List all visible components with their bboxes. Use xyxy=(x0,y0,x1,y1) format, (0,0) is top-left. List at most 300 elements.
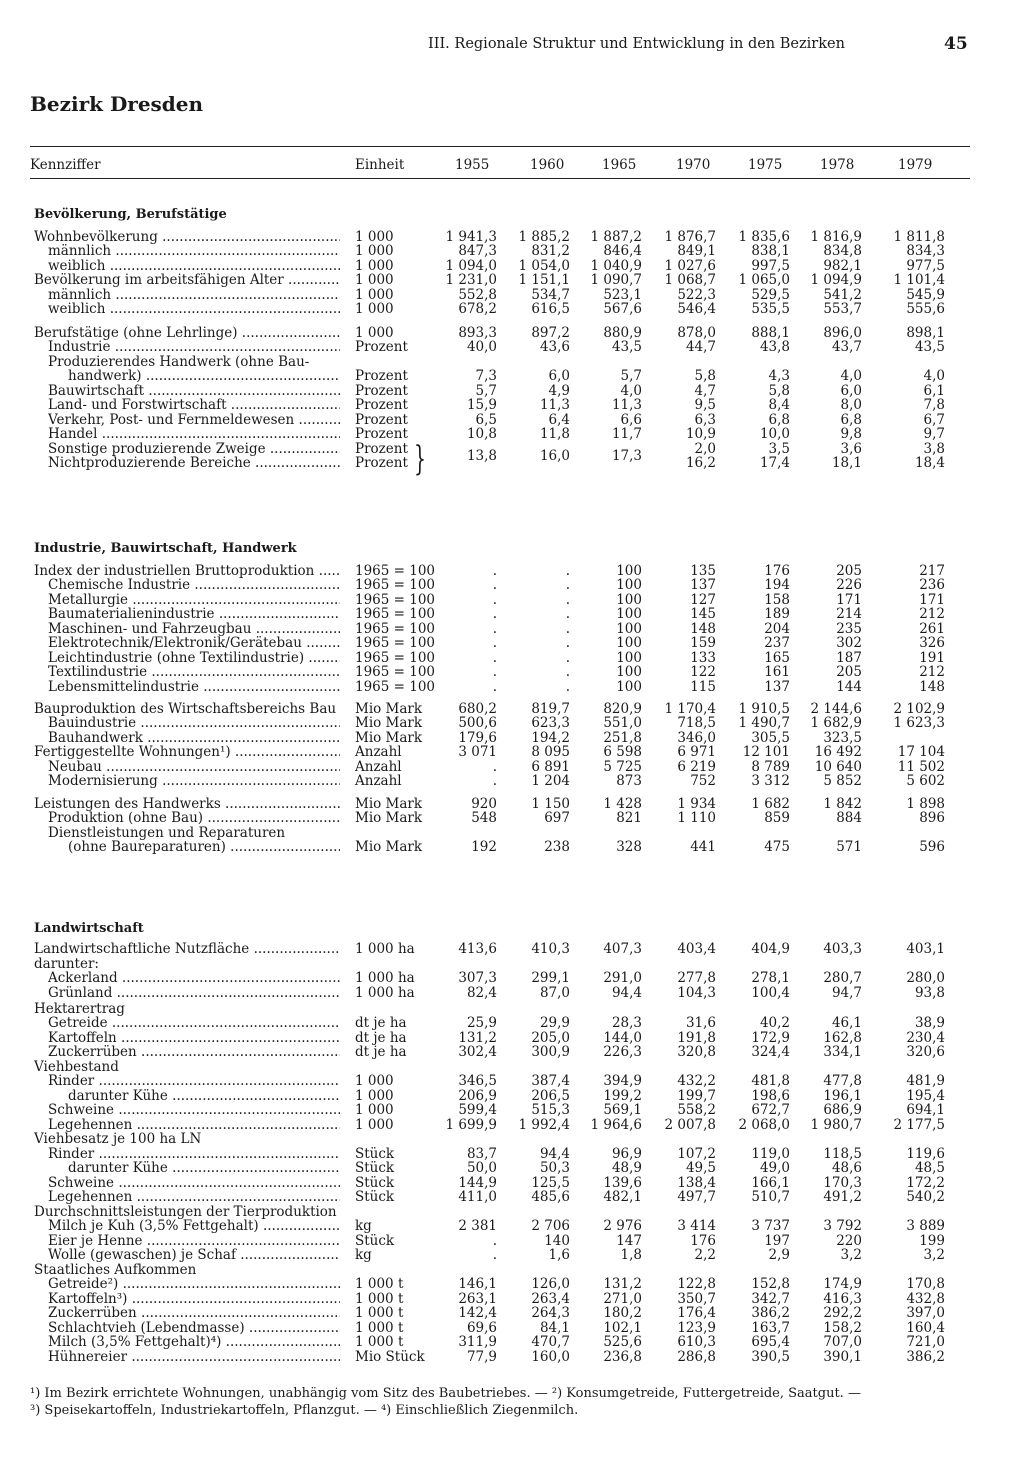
row-unit: 1 000 xyxy=(355,229,394,245)
cell-value: 893,3 xyxy=(458,325,497,341)
cell-value: . xyxy=(492,592,497,608)
cell-value: 2 007,8 xyxy=(664,1117,716,1133)
row-label: Index der industriellen Bruttoproduktion ..... xyxy=(34,564,340,579)
cell-value: 1 941,3 xyxy=(445,229,497,245)
cell-value: 849,1 xyxy=(677,243,716,259)
cell-value: 43,5 xyxy=(611,339,642,355)
table-row xyxy=(0,1277,1024,1292)
cell-value: 416,3 xyxy=(823,1291,862,1307)
row-label: Nichtproduzierende Bereiche ..... xyxy=(48,456,340,471)
cell-value: 6,6 xyxy=(620,412,642,428)
row-unit: 1 000 t xyxy=(355,1291,404,1307)
cell-value: 163,7 xyxy=(751,1320,790,1336)
cell-value: 307,3 xyxy=(458,970,497,986)
row-unit: Stück xyxy=(355,1146,395,1162)
cell-value: 280,0 xyxy=(906,970,945,986)
row-unit: kg xyxy=(355,1218,372,1234)
table-row xyxy=(0,1161,1024,1176)
table-row xyxy=(0,1016,1024,1031)
row-label: Baumaterialienindustrie ..... xyxy=(48,607,340,622)
row-label: Hektarertrag xyxy=(34,1002,125,1017)
column-header-unit: Einheit xyxy=(355,157,405,173)
cell-value: 920 xyxy=(471,796,497,812)
cell-value: 48,6 xyxy=(831,1160,862,1176)
table-row xyxy=(0,622,1024,637)
cell-value: 100 xyxy=(616,563,642,579)
cell-value: 176 xyxy=(690,1233,716,1249)
row-label: darunter Kühe ..... xyxy=(68,1161,340,1176)
table-row xyxy=(0,745,1024,760)
cell-value: 131,2 xyxy=(603,1276,642,1292)
table-row xyxy=(0,665,1024,680)
cell-value: 6 219 xyxy=(677,759,716,775)
cell-value: 194 xyxy=(764,577,790,593)
cell-value: 7,8 xyxy=(923,397,945,413)
page-number: 45 xyxy=(944,34,968,54)
cell-value: 179,6 xyxy=(458,730,497,746)
row-label: Schlachtvieh (Lebendmasse) ..... xyxy=(48,1321,340,1336)
cell-value: 204 xyxy=(764,621,790,637)
cell-value: 194,2 xyxy=(531,730,570,746)
row-label: Metallurgie ..... xyxy=(48,593,340,608)
cell-value: 346,5 xyxy=(458,1073,497,1089)
cell-value: 819,7 xyxy=(531,701,570,717)
cell-value: 11,3 xyxy=(539,397,570,413)
cell-value: 118,5 xyxy=(823,1146,862,1162)
cell-value: 170,3 xyxy=(823,1175,862,1191)
cell-value: 394,9 xyxy=(603,1073,642,1089)
cell-value: 3 312 xyxy=(751,773,790,789)
row-label: Legehennen ..... xyxy=(48,1190,340,1205)
row-label: Chemische Industrie ..... xyxy=(48,578,340,593)
cell-value: 3,2 xyxy=(840,1247,862,1263)
cell-value: 386,2 xyxy=(751,1305,790,1321)
column-header-year: 1970 xyxy=(676,157,711,173)
cell-value: 2,0 xyxy=(694,441,716,457)
cell-value: 432,8 xyxy=(906,1291,945,1307)
table-row xyxy=(0,957,1024,972)
cell-value: 25,9 xyxy=(466,1015,497,1031)
cell-value: 302,4 xyxy=(458,1044,497,1060)
cell-value: . xyxy=(565,577,570,593)
cell-value: 144,9 xyxy=(458,1175,497,1191)
cell-value: 83,7 xyxy=(466,1146,497,1162)
cell-value: 3,8 xyxy=(923,441,945,457)
table-row xyxy=(0,1321,1024,1336)
cell-value: . xyxy=(492,773,497,789)
cell-value: 263,1 xyxy=(458,1291,497,1307)
cell-value: 397,0 xyxy=(906,1305,945,1321)
cell-value: 48,9 xyxy=(611,1160,642,1176)
cell-value: . xyxy=(565,679,570,695)
row-unit: 1 000 xyxy=(355,1117,394,1133)
table-row xyxy=(0,760,1024,775)
row-label: männlich ..... xyxy=(48,244,340,259)
cell-value: 214 xyxy=(836,606,862,622)
row-label: Wohnbevölkerung ..... xyxy=(34,230,340,245)
cell-value: 50,0 xyxy=(466,1160,497,1176)
row-label: Berufstätige (ohne Lehrlinge) ..... xyxy=(34,326,340,341)
row-label: Grünland ..... xyxy=(48,986,340,1001)
row-label: Elektrotechnik/Elektronik/Gerätebau ..... xyxy=(48,636,340,651)
cell-value: 7,3 xyxy=(475,368,497,384)
cell-value: 1 054,0 xyxy=(518,258,570,274)
cell-value: 236 xyxy=(919,577,945,593)
cell-value: 69,6 xyxy=(466,1320,497,1336)
cell-value: 569,1 xyxy=(603,1102,642,1118)
cell-value: 847,3 xyxy=(458,243,497,259)
cell-value: 1 934 xyxy=(677,796,716,812)
cell-value: 4,9 xyxy=(548,383,570,399)
cell-value: 263,4 xyxy=(531,1291,570,1307)
cell-value: 251,8 xyxy=(603,730,642,746)
cell-value: 172,9 xyxy=(751,1030,790,1046)
row-label: Dienstleistungen und Reparaturen xyxy=(48,826,286,841)
cell-value: 162,8 xyxy=(823,1030,862,1046)
cell-value: 859 xyxy=(764,810,790,826)
cell-value: 199 xyxy=(919,1233,945,1249)
row-unit: Mio Stück xyxy=(355,1349,425,1365)
cell-value: 390,1 xyxy=(823,1349,862,1365)
cell-value: 18,4 xyxy=(914,455,945,471)
row-label: Getreide²) ..... xyxy=(48,1277,340,1292)
cell-value: 535,5 xyxy=(751,301,790,317)
row-label: Handel ..... xyxy=(48,427,340,442)
cell-value: 10,0 xyxy=(759,426,790,442)
row-label: Zuckerrüben ..... xyxy=(48,1306,340,1321)
cell-value: 104,3 xyxy=(677,985,716,1001)
row-label: Kartoffeln ..... xyxy=(48,1031,340,1046)
cell-value: 491,2 xyxy=(823,1189,862,1205)
table-row xyxy=(0,1089,1024,1104)
cell-value: 158 xyxy=(764,592,790,608)
cell-value: 567,6 xyxy=(603,301,642,317)
cell-value: 548 xyxy=(471,810,497,826)
table-row xyxy=(0,384,1024,399)
cell-value: 680,2 xyxy=(458,701,497,717)
cell-value: 8,0 xyxy=(840,397,862,413)
cell-value: 1 699,9 xyxy=(445,1117,497,1133)
cell-value: 1 094,9 xyxy=(810,272,862,288)
cell-value: 896 xyxy=(919,810,945,826)
cell-value: 84,1 xyxy=(539,1320,570,1336)
cell-value: 4,3 xyxy=(768,368,790,384)
row-label: darunter Kühe ..... xyxy=(68,1089,340,1104)
table-row xyxy=(0,774,1024,789)
cell-value: 821 xyxy=(616,810,642,826)
cell-value: 897,2 xyxy=(531,325,570,341)
cell-value: 410,3 xyxy=(531,941,570,957)
cell-value: 558,2 xyxy=(677,1102,716,1118)
column-header-year: 1975 xyxy=(748,157,783,173)
cell-value: 694,1 xyxy=(906,1102,945,1118)
cell-value: 206,9 xyxy=(458,1088,497,1104)
cell-value: 342,7 xyxy=(751,1291,790,1307)
cell-value: 31,6 xyxy=(685,1015,716,1031)
row-unit: Prozent xyxy=(355,441,408,457)
cell-value: 198,6 xyxy=(751,1088,790,1104)
cell-value: 1 068,7 xyxy=(664,272,716,288)
cell-value: 403,3 xyxy=(823,941,862,957)
cell-value: 1 040,9 xyxy=(590,258,642,274)
row-label: Neubau ..... xyxy=(48,760,340,775)
cell-value: 100 xyxy=(616,577,642,593)
cell-value: 320,8 xyxy=(677,1044,716,1060)
row-label: Bauwirtschaft ..... xyxy=(48,384,340,399)
cell-value: 160,0 xyxy=(531,1349,570,1365)
table-row xyxy=(0,826,1024,841)
cell-value: 2 976 xyxy=(603,1218,642,1234)
section-title: Industrie, Bauwirtschaft, Handwerk xyxy=(34,541,297,556)
row-label: Land- und Forstwirtschaft ..... xyxy=(48,398,340,413)
cell-value: 17 104 xyxy=(897,744,945,760)
row-unit: Prozent xyxy=(355,339,408,355)
cell-value: 1 835,6 xyxy=(738,229,790,245)
cell-value: 2 144,6 xyxy=(810,701,862,717)
cell-value: 596 xyxy=(919,839,945,855)
row-unit: 1 000 t xyxy=(355,1276,404,1292)
cell-value: . xyxy=(492,577,497,593)
table-row xyxy=(0,636,1024,651)
table-row xyxy=(0,1074,1024,1089)
row-unit: Prozent xyxy=(355,368,408,384)
cell-value: 482,1 xyxy=(603,1189,642,1205)
cell-value: 48,5 xyxy=(914,1160,945,1176)
cell-value: 196,1 xyxy=(823,1088,862,1104)
cell-value: 11,8 xyxy=(539,426,570,442)
cell-value: 616,5 xyxy=(531,301,570,317)
cell-value: 10,8 xyxy=(466,426,497,442)
row-label: Sonstige produzierende Zweige ..... xyxy=(48,442,340,457)
row-label: Landwirtschaftliche Nutzfläche ..... xyxy=(34,942,340,957)
cell-value: 49,5 xyxy=(685,1160,716,1176)
row-unit: 1965 = 100 xyxy=(355,577,436,593)
cell-value: 610,3 xyxy=(677,1334,716,1350)
table-row xyxy=(0,811,1024,826)
row-unit: Prozent xyxy=(355,397,408,413)
cell-value: 145 xyxy=(690,606,716,622)
cell-value: 292,2 xyxy=(823,1305,862,1321)
cell-value: 17,4 xyxy=(759,455,790,471)
row-unit: Stück xyxy=(355,1160,395,1176)
cell-value: 220 xyxy=(836,1233,862,1249)
cell-value: 6,1 xyxy=(923,383,945,399)
cell-value: 888,1 xyxy=(751,325,790,341)
cell-value: 43,7 xyxy=(831,339,862,355)
cell-value: 4,0 xyxy=(840,368,862,384)
section-title: Bevölkerung, Berufstätige xyxy=(34,207,227,222)
row-label: Kartoffeln³) ..... xyxy=(48,1292,340,1307)
cell-value: . xyxy=(492,635,497,651)
cell-value: 176 xyxy=(764,563,790,579)
cell-value: 9,5 xyxy=(694,397,716,413)
cell-value: 5,8 xyxy=(694,368,716,384)
cell-value: 199,2 xyxy=(603,1088,642,1104)
table-row xyxy=(0,1292,1024,1307)
cell-value: 541,2 xyxy=(823,287,862,303)
cell-value: 697 xyxy=(544,810,570,826)
row-unit: Stück xyxy=(355,1233,395,1249)
row-label: Wolle (gewaschen) je Schaf ..... xyxy=(48,1248,340,1263)
cell-value: . xyxy=(565,606,570,622)
row-label: Textilindustrie ..... xyxy=(48,665,340,680)
cell-value: 127 xyxy=(690,592,716,608)
cell-value: 718,5 xyxy=(677,715,716,731)
cell-value: 135 xyxy=(690,563,716,579)
cell-value: 96,9 xyxy=(611,1146,642,1162)
table-row xyxy=(0,1176,1024,1191)
row-label: Bauindustrie ..... xyxy=(48,716,340,731)
row-label: weiblich ..... xyxy=(48,259,340,274)
cell-value: 144 xyxy=(836,679,862,695)
cell-value: 5,7 xyxy=(620,368,642,384)
cell-value: 8 095 xyxy=(531,744,570,760)
cell-value: 146,1 xyxy=(458,1276,497,1292)
cell-value: 540,2 xyxy=(906,1189,945,1205)
cell-value: 5,8 xyxy=(768,383,790,399)
cell-value: 510,7 xyxy=(751,1189,790,1205)
row-label: Modernisierung ..... xyxy=(48,774,340,789)
cell-value: 142,4 xyxy=(458,1305,497,1321)
row-label: Getreide ..... xyxy=(48,1016,340,1031)
cell-value: 87,0 xyxy=(539,985,570,1001)
row-label: darunter: xyxy=(34,957,99,972)
row-label: Staatliches Aufkommen xyxy=(34,1263,197,1278)
row-label: Zuckerrüben ..... xyxy=(48,1045,340,1060)
cell-value: 2,2 xyxy=(694,1247,716,1263)
cell-value: 235 xyxy=(836,621,862,637)
cell-value: 1 910,5 xyxy=(738,701,790,717)
cell-value: 834,8 xyxy=(823,243,862,259)
cell-value: 522,3 xyxy=(677,287,716,303)
cell-value: 159 xyxy=(690,635,716,651)
row-label: Rinder ..... xyxy=(48,1074,340,1089)
row-unit: 1 000 xyxy=(355,325,394,341)
cell-value: 752 xyxy=(690,773,716,789)
cell-value: 43,8 xyxy=(759,339,790,355)
row-label: Eier je Henne ..... xyxy=(48,1234,340,1249)
column-header-year: 1955 xyxy=(455,157,490,173)
row-label: Fertiggestellte Wohnungen¹) ..... xyxy=(34,745,340,760)
cell-value: 277,8 xyxy=(677,970,716,986)
row-unit: kg xyxy=(355,1247,372,1263)
cell-value: 212 xyxy=(919,606,945,622)
cell-value: 3 792 xyxy=(823,1218,862,1234)
row-unit: Mio Mark xyxy=(355,796,423,812)
cell-value: 1,8 xyxy=(620,1247,642,1263)
table-row xyxy=(0,607,1024,622)
cell-value: 5 852 xyxy=(823,773,862,789)
table-row xyxy=(0,398,1024,413)
table-row xyxy=(0,1248,1024,1263)
table-row xyxy=(0,288,1024,303)
cell-value: 1 428 xyxy=(603,796,642,812)
cell-value: 300,9 xyxy=(531,1044,570,1060)
row-label: handwerk) ..... xyxy=(68,369,340,384)
cell-value: 140 xyxy=(544,1233,570,1249)
table-row xyxy=(0,1335,1024,1350)
cell-value: 170,8 xyxy=(906,1276,945,1292)
cell-value: 838,1 xyxy=(751,243,790,259)
cell-value: 3 414 xyxy=(677,1218,716,1234)
cell-value: 6 598 xyxy=(603,744,642,760)
cell-value: 38,9 xyxy=(914,1015,945,1031)
cell-value: 404,9 xyxy=(751,941,790,957)
cell-value: 320,6 xyxy=(906,1044,945,1060)
cell-value: 123,9 xyxy=(677,1320,716,1336)
cell-value: 2 102,9 xyxy=(893,701,945,717)
cell-value: 2 706 xyxy=(531,1218,570,1234)
table-row xyxy=(0,1002,1024,1017)
row-unit: Prozent xyxy=(355,383,408,399)
row-unit: Prozent xyxy=(355,455,408,471)
cell-value: 1 090,7 xyxy=(590,272,642,288)
cell-value: 131,2 xyxy=(458,1030,497,1046)
cell-value: 100,4 xyxy=(751,985,790,1001)
cell-value: 3 071 xyxy=(458,744,497,760)
cell-value: 100 xyxy=(616,606,642,622)
cell-value: 350,7 xyxy=(677,1291,716,1307)
cell-value: 475 xyxy=(764,839,790,855)
row-unit: 1 000 xyxy=(355,272,394,288)
row-label: Industrie ..... xyxy=(48,340,340,355)
row-label: Viehbesatz je 100 ha LN xyxy=(34,1132,202,1147)
cell-value: 1 101,4 xyxy=(893,272,945,288)
cell-value: 387,4 xyxy=(531,1073,570,1089)
table-row xyxy=(0,1190,1024,1205)
row-label: Legehennen ..... xyxy=(48,1118,340,1133)
cell-value: 195,4 xyxy=(906,1088,945,1104)
cell-value: 407,3 xyxy=(603,941,642,957)
cell-value: 695,4 xyxy=(751,1334,790,1350)
cell-value: 413,6 xyxy=(458,941,497,957)
cell-value: 485,6 xyxy=(531,1189,570,1205)
cell-value: 1,6 xyxy=(548,1247,570,1263)
cell-value: 6,8 xyxy=(768,412,790,428)
cell-value: 1 027,6 xyxy=(664,258,716,274)
cell-value: 386,2 xyxy=(906,1349,945,1365)
row-unit: 1965 = 100 xyxy=(355,621,436,637)
row-label: Schweine ..... xyxy=(48,1103,340,1118)
cell-value: . xyxy=(492,621,497,637)
cell-value: 2 177,5 xyxy=(893,1117,945,1133)
cell-value: 672,7 xyxy=(751,1102,790,1118)
cell-value: 6,7 xyxy=(923,412,945,428)
cell-value: 1 885,2 xyxy=(518,229,570,245)
cell-value: 171 xyxy=(919,592,945,608)
cell-value: 834,3 xyxy=(906,243,945,259)
cell-value: 29,9 xyxy=(539,1015,570,1031)
cell-value: 1 898 xyxy=(906,796,945,812)
footnote-1: ¹) Im Bezirk errichtete Wohnungen, unabhängig vom Sitz des Baubetriebes. — ²) Konsumgetreide, Futtergetreide, Saatgut. — xyxy=(30,1386,861,1401)
cell-value: 176,4 xyxy=(677,1305,716,1321)
table-row xyxy=(0,1132,1024,1147)
row-label: Durchschnittsleistungen der Tierproduktion xyxy=(34,1205,337,1220)
cell-value: 2 381 xyxy=(458,1218,497,1234)
cell-value: 5 602 xyxy=(906,773,945,789)
cell-value: 515,3 xyxy=(531,1102,570,1118)
cell-value: 403,4 xyxy=(677,941,716,957)
cell-value: 107,2 xyxy=(677,1146,716,1162)
cell-value: 126,0 xyxy=(531,1276,570,1292)
cell-value: 1 811,8 xyxy=(893,229,945,245)
cell-value: 205 xyxy=(836,563,862,579)
column-header-year: 1960 xyxy=(530,157,565,173)
cell-value: 28,3 xyxy=(611,1015,642,1031)
cell-value: 820,9 xyxy=(603,701,642,717)
cell-value: 678,2 xyxy=(458,301,497,317)
cell-value: 3 737 xyxy=(751,1218,790,1234)
